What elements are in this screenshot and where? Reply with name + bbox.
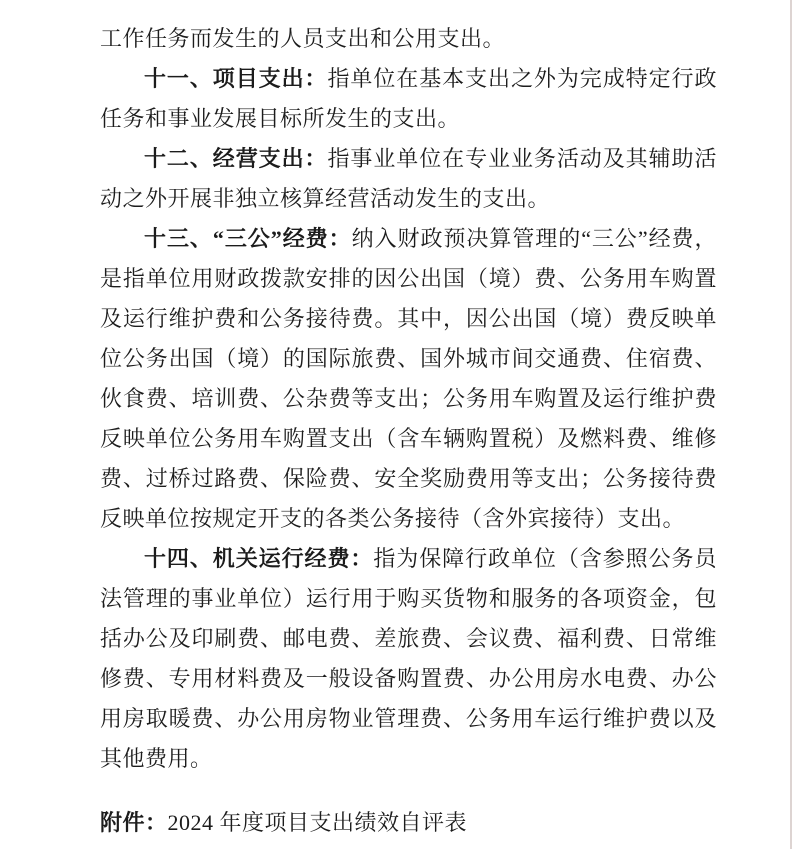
paragraph-text: 指为保障行政单位（含参照公务员法管理的事业单位）运行用于购买货物和服务的各项资金，包括办公及印刷费、邮电费、差旅费、会议费、福利费、日常维修费、专用材料费及一般设备购置费、办公用房水电费、办公用房取暖费、办公用房物业管理费、公务用车运行维护费以及其他费用。 — [100, 546, 717, 771]
paragraph — [100, 59, 717, 139]
paragraph-text: 工作任务而发生的人员支出和公用支出。 — [100, 26, 506, 51]
document-body — [100, 19, 717, 779]
document-content — [100, 19, 717, 843]
paragraph-text: 指单位在基本支出之外为完成特定行政任务和事业发展目标所发生的支出。 — [100, 66, 717, 131]
page-right-edge — [790, 0, 792, 849]
attachment-label: 附件： — [100, 810, 168, 835]
paragraph — [100, 539, 717, 779]
paragraph — [100, 19, 717, 59]
paragraph-text: 纳入财政预决算管理的“三公”经费，是指单位用财政拨款安排的因公出国（境）费、公务用车购置及运行维护费和公务接待费。其中，因公出国（境）费反映单位公务出国（境）的国际旅费、国外城市间交通费、住宿费、伙食费、培训费、公杂费等支出；公务用车购置及运行维护费反映单位公务用车购置支出（含车辆购置税）及燃料费、维修费、过桥过路费、保险费、安全奖励费用等支出；公务接待费反映单位按规定开支的各类公务接待（含外宾接待）支出。 — [100, 226, 717, 531]
paragraph-heading: 十三、“三公”经费： — [144, 226, 352, 251]
paragraph-text: 指事业单位在专业业务活动及其辅助活动之外开展非独立核算经营活动发生的支出。 — [100, 146, 717, 211]
paragraph — [100, 139, 717, 219]
paragraph-heading: 十二、经营支出： — [144, 146, 328, 171]
paragraph-heading: 十四、机关运行经费： — [144, 546, 374, 571]
attachment-title: 2024 年度项目支出绩效自评表 — [167, 810, 468, 835]
paragraph-heading: 十一、项目支出： — [144, 66, 328, 91]
attachment-line — [100, 803, 717, 843]
paragraph — [100, 219, 717, 539]
